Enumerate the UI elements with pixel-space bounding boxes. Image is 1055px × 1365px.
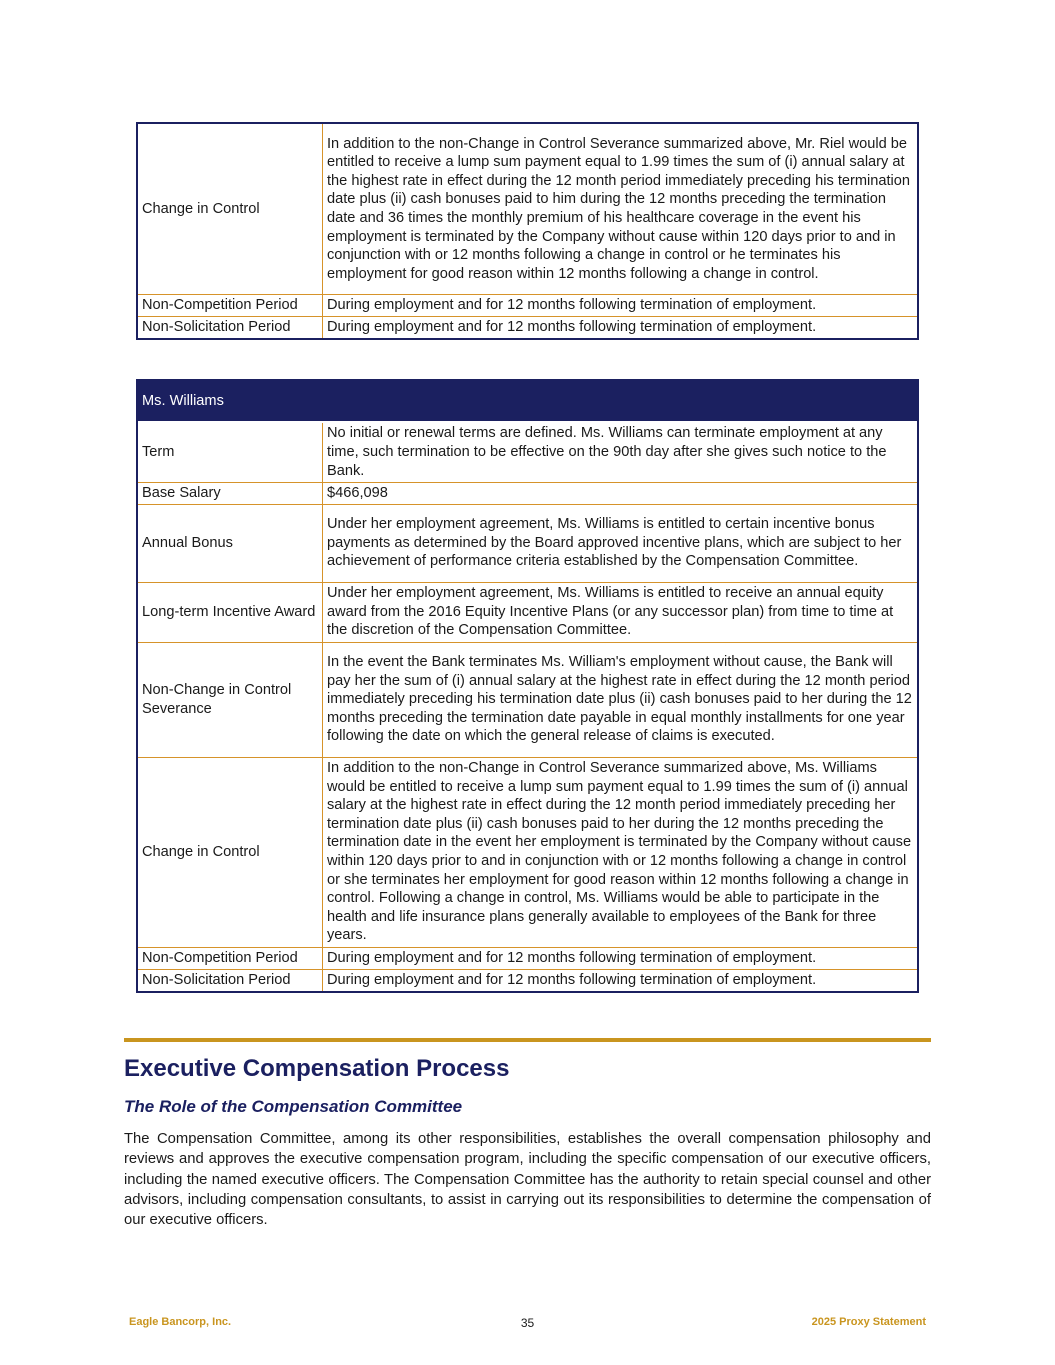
section-divider [124, 1038, 931, 1042]
table-row [138, 124, 918, 295]
row-text: Under her employment agreement, Ms. Williams is entitled to receive an annual equity award from the 2016 Equity Incentive Plans (or any successor plan) from time to time at the discretion of the Compensation Committee. [323, 582, 918, 642]
row-label: Change in Control [138, 124, 323, 295]
table-row [138, 757, 918, 947]
table-row [138, 642, 918, 757]
footer-document: 2025 Proxy Statement [811, 1316, 926, 1328]
row-text: During employment and for 12 months following termination of employment. [323, 947, 918, 969]
row-label: Non-Solicitation Period [138, 317, 323, 339]
table-row [138, 317, 918, 339]
table-row [138, 582, 918, 642]
row-text: In addition to the non-Change in Control Severance summarized above, Ms. Williams would be entitled to receive a lump sum payment equal to 1.99 times the sum of (i) annual salary at the highest rate in effect during the 12 month period immediately preceding her termination date plus (ii) cash bonuses paid to her during the 12 months preceding the termination date in the event her employment is terminated by the Company without cause within 120 days prior to and in conjunction with or 12 months following a change in control or she terminates her employment for good reason within 12 months following a change in control. Following a change in control, Ms. Williams would be able to participate in the health and life insurance plans generally available to employees of the Bank for three years. [323, 757, 918, 947]
row-text: During employment and for 12 months following termination of employment. [323, 295, 918, 317]
table-row [138, 422, 918, 482]
row-text: $466,098 [323, 482, 918, 504]
table-header [138, 381, 918, 423]
row-label: Non-Competition Period [138, 947, 323, 969]
footer-company: Eagle Bancorp, Inc. [129, 1316, 232, 1328]
row-label: Term [138, 422, 323, 482]
table-row [138, 295, 918, 317]
table-row [138, 482, 918, 504]
row-label: Long-term Incentive Award [138, 582, 323, 642]
row-label: Base Salary [138, 482, 323, 504]
row-label: Change in Control [138, 757, 323, 947]
row-label: Annual Bonus [138, 504, 323, 582]
row-text: During employment and for 12 months following termination of employment. [323, 969, 918, 991]
row-text: Under her employment agreement, Ms. Williams is entitled to certain incentive bonus payments as determined by the Board approved incentive plans, which are subject to her achievement of performance criteria established by the Compensation Committee. [323, 504, 918, 582]
table-row [138, 969, 918, 991]
row-label: Non-Solicitation Period [138, 969, 323, 991]
row-text: During employment and for 12 months following termination of employment. [323, 317, 918, 339]
table-header-title: Ms. Williams [138, 381, 918, 423]
section-title: Executive Compensation Process [124, 1055, 510, 1082]
table-row [138, 947, 918, 969]
section-subtitle: The Role of the Compensation Committee [124, 1097, 463, 1116]
row-text: In the event the Bank terminates Ms. William's employment without cause, the Bank will pay her the sum of (i) annual salary at the highest rate in effect during the 12 month period immediately preceding his termination date plus (ii) cash bonuses paid to her during the 12 months preceding the termination date payable in equal monthly installments for one year following the date on which the general release of claims is executed. [323, 642, 918, 757]
row-label: Non-Competition Period [138, 295, 323, 317]
page-number: 35 [520, 1316, 535, 1330]
row-text: In addition to the non-Change in Control Severance summarized above, Mr. Riel would be entitled to receive a lump sum payment equal to 1.99 times the sum of (i) annual salary at the highest rate in effect during the 12 month period immediately preceding his termination date plus (ii) cash bonuses paid to him during the 12 months preceding the termination date and 36 times the monthly premium of his healthcare coverage in the event his employment is terminated by the Company without cause within 120 days prior to and in conjunction with or 12 months following a change in control or he terminates his employment for good reason within 12 months following a change in control. [323, 124, 918, 295]
row-text: No initial or renewal terms are defined. Ms. Williams can terminate employment at any time, such termination to be effective on the 90th day after she gives such notice to the Bank. [323, 422, 918, 482]
row-label: Non-Change in Control Severance [138, 642, 323, 757]
riel-terms-table [137, 123, 918, 339]
section-paragraph: The Compensation Committee, among its other responsibilities, establishes the overall compensation philosophy and reviews and approves the executive compensation program, including the specific compensation of our executive officers, including the named executive officers. The Compensation Committee has the authority to retain special counsel and other advisors, including compensation consultants, to assist in carrying out its responsibilities to determine the compensation of our executive officers. [124, 1131, 931, 1229]
table-row [138, 504, 918, 582]
williams-terms-table [137, 380, 918, 992]
